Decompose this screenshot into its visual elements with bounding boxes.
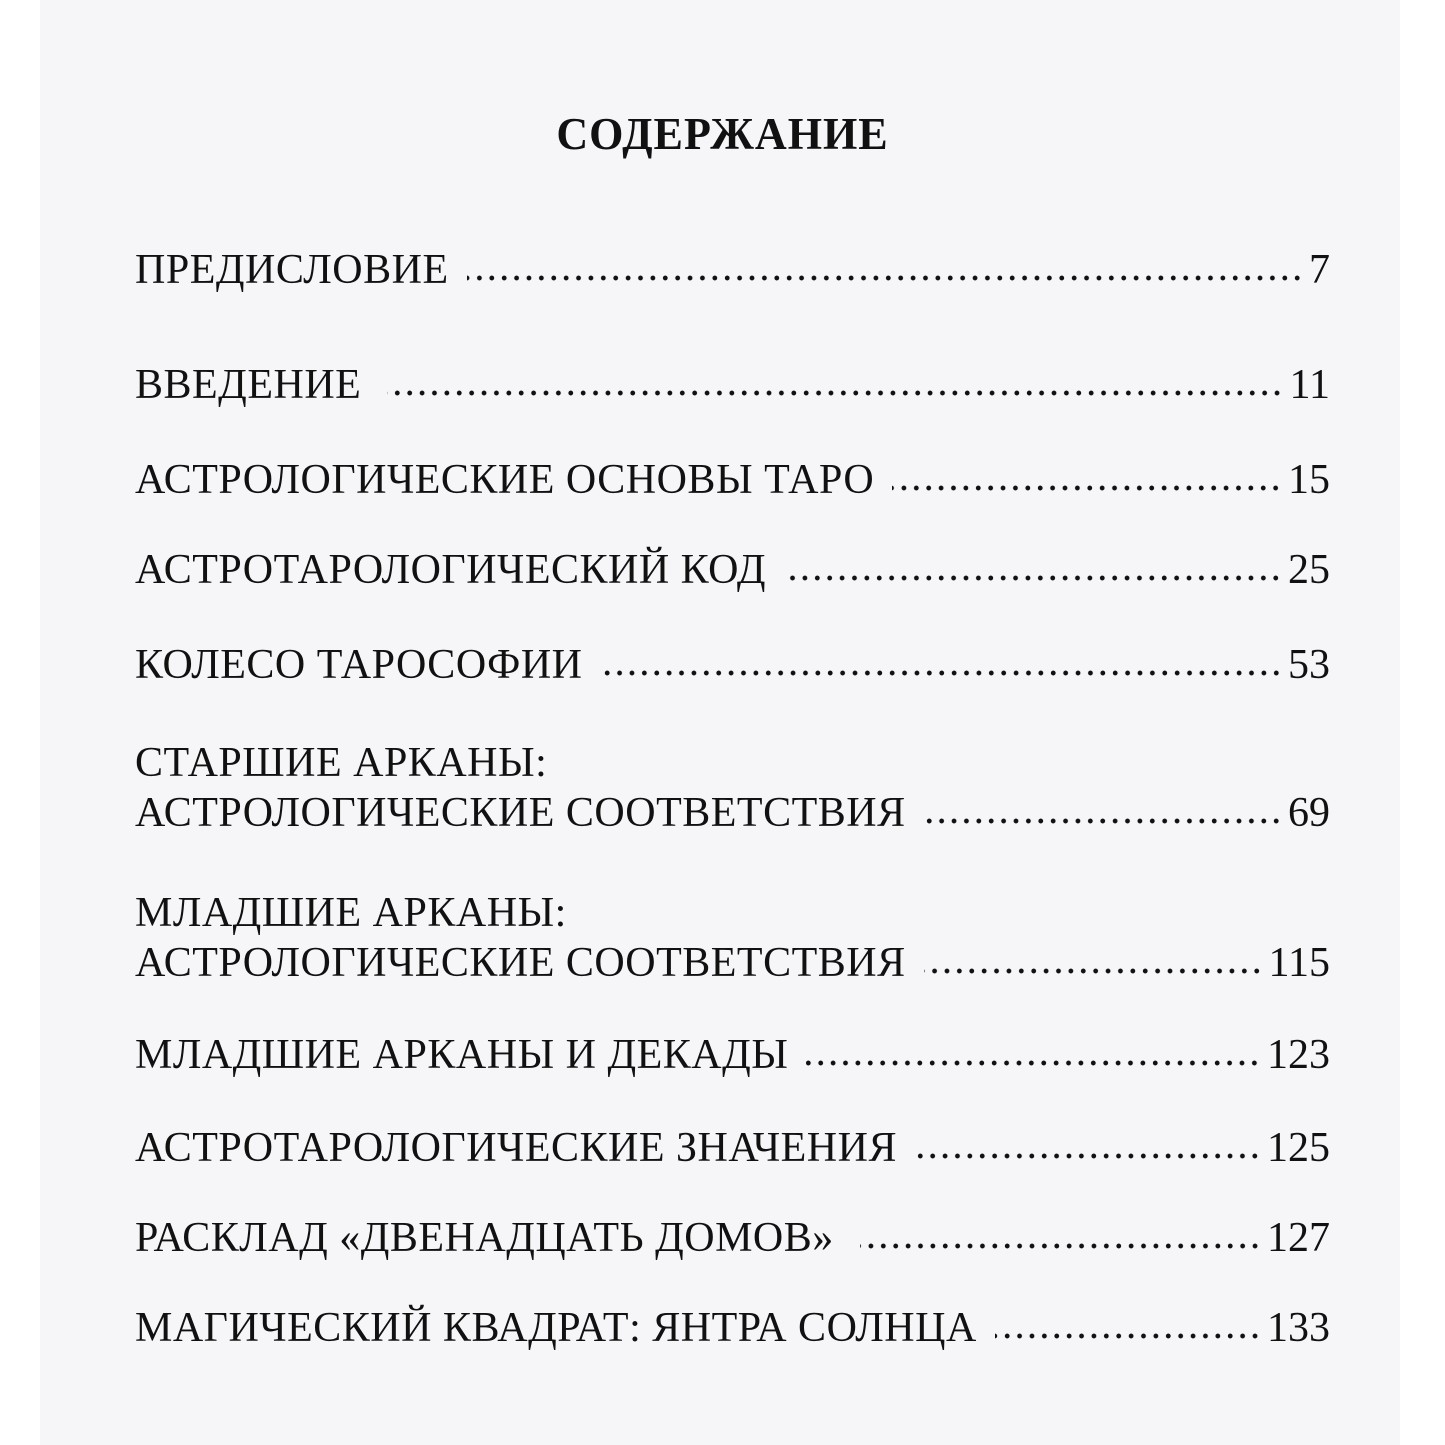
toc-entry-page: 15 [1288,457,1330,503]
dot-leader [995,1331,1261,1341]
toc-entry-label: АСТРОТАРОЛОГИЧЕСКИЙ КОД [135,547,767,593]
toc-entry-page: 7 [1309,247,1330,293]
toc-entry-page: 25 [1288,547,1330,593]
page-title: СОДЕРЖАНИЕ [556,109,889,159]
toc-entry-label: КОЛЕСО ТАРОСОФИИ [135,642,583,688]
toc-entry-page: 125 [1267,1125,1330,1171]
toc-entry-label: ПРЕДИСЛОВИЕ [135,247,449,293]
toc-entry-label: АСТРОТАРОЛОГИЧЕСКИЕ ЗНАЧЕНИЯ [135,1125,897,1171]
toc-entry-page: 11 [1289,362,1330,408]
toc-entry-prefix: МЛАДШИЕ АРКАНЫ: [135,890,567,936]
toc-entry-prefix: СТАРШИЕ АРКАНЫ: [135,740,548,786]
toc-entry-label: ВВЕДЕНИЕ [135,362,362,408]
toc-entry-label: АСТРОЛОГИЧЕСКИЕ СООТВЕТСТВИЯ [135,790,906,836]
dot-leader [806,1058,1261,1068]
dot-leader [601,668,1282,678]
toc-entry-twelve-houses-spread [135,1213,1330,1263]
toc-entry-minor-arcana-decans [135,1030,1330,1080]
dot-leader [784,573,1282,583]
toc-entry-label: МАГИЧЕСКИЙ КВАДРАТ: ЯНТРА СОЛНЦА [135,1305,977,1351]
toc-entry-label: АСТРОЛОГИЧЕСКИЕ ОСНОВЫ ТАРО [135,457,875,503]
dot-leader [924,816,1282,826]
toc-entry-minor-arcana [135,888,1330,988]
toc-entry-preface [135,245,1330,295]
dot-leader [387,388,1283,398]
toc-entry-magic-square [135,1303,1330,1353]
toc-entry-page: 69 [1288,790,1330,836]
toc-entry-page: 115 [1268,940,1330,986]
toc-entry-page: 133 [1267,1305,1330,1351]
toc-entry-major-arcana [135,738,1330,838]
dot-leader [915,1151,1261,1161]
toc-entry-page: 127 [1267,1215,1330,1261]
dot-leader [467,273,1303,283]
dot-leader [924,966,1263,976]
toc-entry-astrotarological-meanings [135,1123,1330,1173]
toc-entry-label: АСТРОЛОГИЧЕСКИЕ СООТВЕТСТВИЯ [135,940,906,986]
toc-entry-page: 123 [1267,1032,1330,1078]
dot-leader [892,483,1282,493]
toc-entry-label: РАСКЛАД «ДВЕНАДЦАТЬ ДОМОВ» [135,1215,834,1261]
dot-leader [860,1241,1261,1251]
toc-entry-astrotarological-code [135,545,1330,595]
toc-entry-astrological-foundations [135,455,1330,505]
toc-entry-introduction [135,360,1330,410]
toc-entry-page: 53 [1288,642,1330,688]
toc-entry-wheel-of-tarosophy [135,640,1330,690]
toc-entry-label: МЛАДШИЕ АРКАНЫ И ДЕКАДЫ [135,1032,789,1078]
